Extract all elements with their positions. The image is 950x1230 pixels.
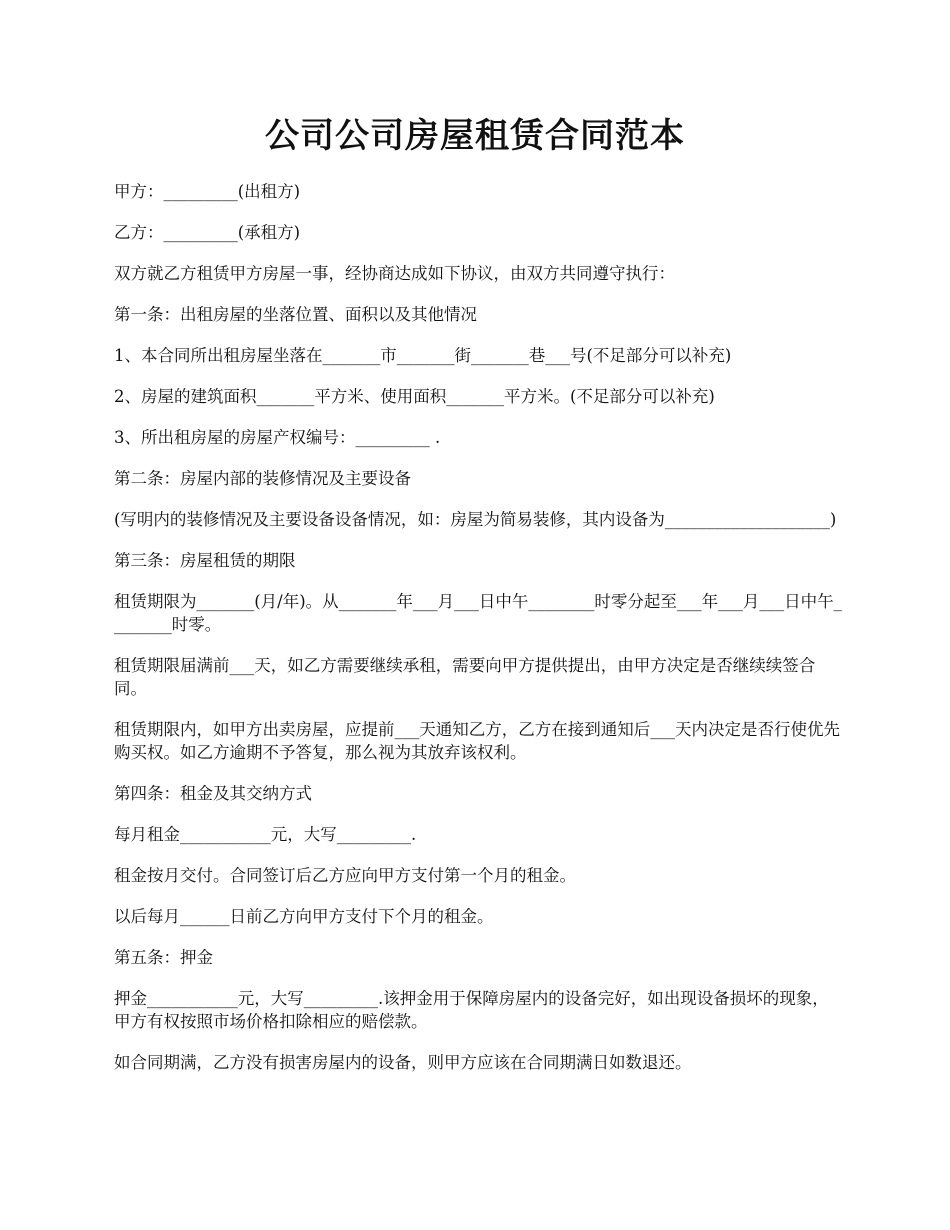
article-3-renewal: 租赁期限届满前___天，如乙方需要继续承租，需要向甲方提供提出，由甲方决定是否继续续签合同。	[114, 656, 816, 698]
article-4-heading: 第四条：租金及其交纳方式	[114, 784, 312, 803]
article-4-subsequent: 以后每月______日前乙方向甲方支付下个月的租金。	[114, 907, 494, 926]
party-b-line: 乙方：_________(承租方)	[114, 223, 301, 242]
party-a-line: 甲方：_________(出租方)	[114, 182, 301, 201]
article-2-heading: 第二条：房屋内部的装修情况及主要设备	[114, 469, 411, 488]
article-3-heading: 第三条：房屋租赁的期限	[114, 551, 296, 570]
article-5-heading: 第五条：押金	[114, 948, 213, 967]
article-3-term: 租赁期限为_______(月/年)。从_______年___月___日中午________时零分起至___年___月___日中午________时零。	[114, 592, 842, 634]
agreement-intro: 双方就乙方租赁甲方房屋一事，经协商达成如下协议，由双方共同遵守执行：	[114, 264, 675, 283]
document-title: 公司公司房屋租赁合同范本	[265, 116, 685, 156]
article-1-item-2: 2、房屋的建筑面积_______平方米、使用面积_______平方米。(不足部分可以补充)	[114, 387, 715, 406]
article-4-monthly-rent: 每月租金___________元，大写_________.	[114, 825, 417, 844]
document-body	[114, 180, 842, 1092]
article-3-sale: 租赁期限内，如甲方出卖房屋，应提前___天通知乙方，乙方在接到通知后___天内决定是否行使优先购买权。如乙方逾期不予答复，那么视为其放弃该权利。	[114, 720, 840, 762]
article-5-deposit: 押金___________元，大写_________.该押金用于保障房屋内的设备完好，如出现设备损坏的现象，甲方有权按照市场价格扣除相应的赔偿款。	[114, 989, 829, 1031]
article-1-heading: 第一条：出租房屋的坐落位置、面积以及其他情况	[114, 305, 477, 324]
article-1-item-1: 1、本合同所出租房屋坐落在_______市_______街_______巷___号(不足部分可以补充)	[114, 346, 732, 365]
article-5-refund: 如合同期满，乙方没有损害房屋内的设备，则甲方应该在合同期满日如数退还。	[114, 1053, 692, 1072]
article-1-item-3: 3、所出租房屋的房屋产权编号：_________ .	[114, 428, 441, 447]
article-2-text: (写明内的装修情况及主要设备设备情况，如：房屋为简易装修，其内设备为____________________)	[114, 510, 837, 529]
article-4-payment: 租金按月交付。合同签订后乙方应向甲方支付第一个月的租金。	[114, 866, 576, 885]
